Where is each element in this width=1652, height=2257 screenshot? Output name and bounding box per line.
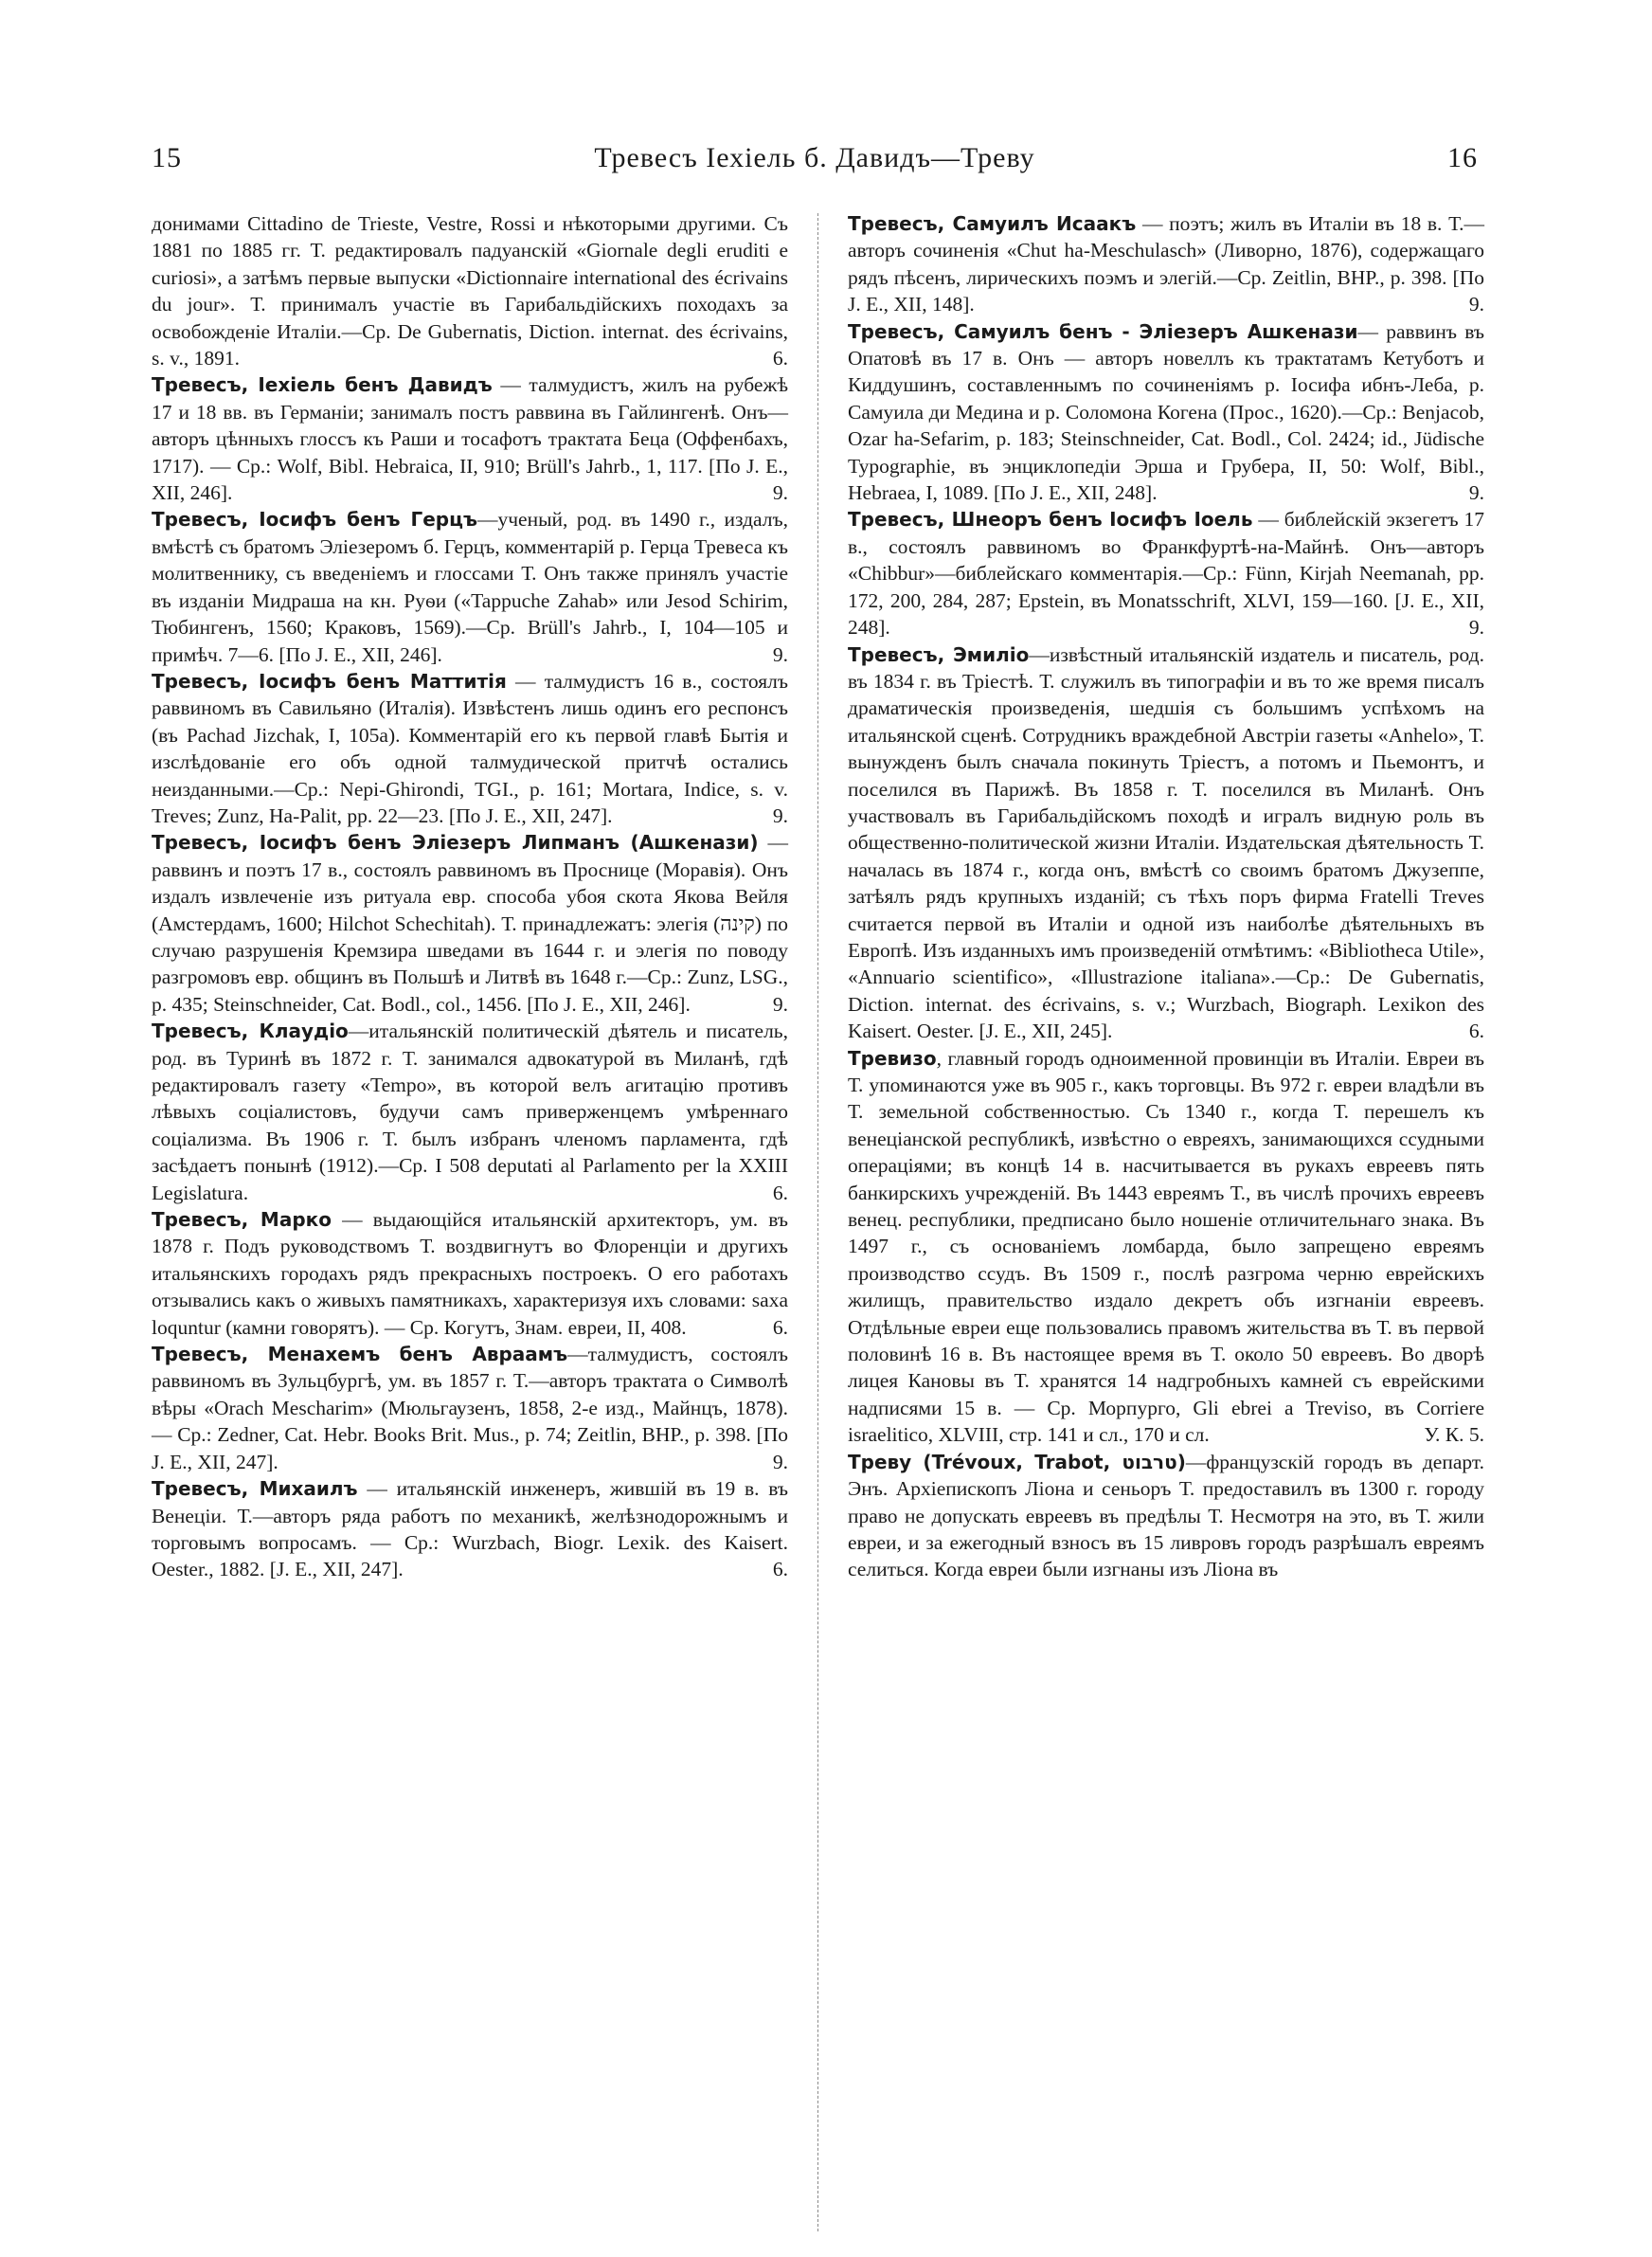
entry-text: — талмудистъ, жилъ на рубежѣ 17 и 18 вв. въ Германiи; занималъ постъ раввина въ Гайлингенѣ. Онъ—авторъ цѣнныхъ глоссъ къ Раши и тосафотъ трактата Беца (Оффенбахъ, 1717). — Ср.: Wolf, Bibl. Hebraica, II, 910; Brüll's Jahrb., 1, 117. [По J. E., XII, 246]. [152, 373, 788, 505]
entry-headword: Тревизо [848, 1046, 937, 1070]
entry [152, 1206, 788, 1341]
entry-text: —извѣстный итальянскiй издатель и писатель, род. въ 1834 г. въ Трiестѣ. Т. служилъ въ типографiи и въ то же время писалъ драматическiя произведенiя, шедшiя съ большимъ успѣхомъ на итальянской сценѣ. Сотрудникъ враждебной Австрiи газеты «Anhelo», Т. вынужденъ былъ сначала покинуть Трiестъ, а потомъ и Пьемонтъ, и поселился въ Парижѣ. Въ 1858 г. Т. поселился въ Миланѣ. Онъ участвовалъ въ Гарибальдiйскомъ походѣ и игралъ видную роль въ общественно-политической жизни Италiи. Издательская дѣятельность Т. началась въ 1874 г., когда онъ, вмѣстѣ со своимъ братомъ Джузеппе, затѣялъ рядъ крупныхъ изданiй; съ тѣхъ поръ фирма Fratelli Treves считается первой въ Италiи и одной изъ наиболѣе дѣятельныхъ въ Европѣ. Изъ изданныхъ имъ произведенiй отмѣтимъ: «Bibliotheca Utile», «Annuario scientifico», «Illustrazione italiana».—Ср.: De Gubernatis, Diction. internat. des écrivains, s. v.; Wurzbach, Biograph. Lexikon des Kaisert. Oester. [J. E., XII, 245]. [848, 642, 1484, 1043]
entry-headword: Тревесъ, Шнеоръ бенъ Iосифъ Iоель [848, 508, 1253, 532]
entry-continuation [152, 210, 788, 371]
entry-text: донимами Cittadino de Trieste, Vestre, Rossi и нѣкоторыми другими. Съ 1881 по 1885 гг. Т. редактировалъ падуанскiй «Giornale degli eruditi e curiosi», а затѣмъ первые выпуски «Dictionnaire international des écrivains du jour». Т. принималъ участiе въ Гарибальдiйскихъ походахъ за освобожденiе Италiи.—Ср. De Gubernatis, Diction. internat. des écrivains, s. v., 1891. [152, 212, 788, 370]
entry [152, 371, 788, 506]
entry-signature: 6. [772, 347, 788, 370]
entry [848, 210, 1484, 318]
entry-text: — талмудистъ 16 в., состоялъ раввиномъ въ Савильяно (Италiя). Извѣстенъ лишь одинъ его респонсъ (въ Pachad Jizchak, I, 105a). Комментарiй его къ первой главѣ Бытiя и изслѣдованiе его объ одной талмудической притчѣ остались неизданными.—Ср.: Nepi-Ghirondi, TGI., p. 161; Mortara, Indice, s. v. Treves; Zunz, Ha-Palit, pp. 22—23. [По J. E., XII, 247]. [152, 669, 788, 827]
entry-headword: Тревесъ, Самуилъ Исаакъ [848, 212, 1137, 235]
running-title: Тревесъ Iехiель б. Давидъ—Треву [594, 142, 1035, 173]
entry-headword: Тревесъ, Клаудiо [152, 1020, 349, 1043]
entry-signature: 6. [1468, 1020, 1484, 1043]
entry-text: — выдающiйся итальянскiй архитекторъ, ум. въ 1878 г. Подъ руководствомъ Т. воздвигнутъ во Флоренцiи и другихъ итальянскихъ городахъ рядъ прекрасныхъ построекъ. О его работахъ отзывались какъ о живыхъ памятникахъ, характеризуя ихъ словами: saxa loquntur (камни говорятъ). — Ср. Когутъ, Знам. евреи, II, 408. [152, 1208, 789, 1339]
entry [152, 668, 788, 829]
entry [152, 506, 788, 667]
entry-signature: 9. [1468, 481, 1484, 505]
entry-text: — поэтъ; жилъ въ Италiи въ 18 в. Т.—авторъ сочиненiя «Chut ha-Meschulasch» (Ливорно, 1876), содержащаго рядъ пѣсенъ, лирическихъ поэмъ и элегiй.—Ср. Zeitlin, BHP., p. 398. [По J. E., XII, 148]. [848, 212, 1484, 316]
entry-text: — раввинъ и поэтъ 17 в., состоялъ раввиномъ въ Проснице (Моравiя). Онъ издалъ извлеченiе изъ ритуала евр. способа убоя скота Якова Вейля (Амстердамъ, 1600; Hilchot Schechitah). Т. принадлежатъ: элегiя (קינה) по случаю разрушенiя Кремзира шведами въ 1644 г. и элегiя по поводу разгромовъ евр. общинъ въ Польшѣ и Литвѣ въ 1648 г.—Ср.: Zunz, LSG., p. 435; Steinschneider, Cat. Bodl., col., 1456. [По J. E., XII, 246]. [152, 831, 788, 1016]
entry-signature: 9. [1468, 616, 1484, 640]
entry-text: —французскiй городъ въ департ. Энъ. Архiепископъ Лiона и сеньоръ Т. предоставилъ въ 1300 г. городу право не допускать евреевъ въ предѣлы Т. Несмотря на это, въ Т. жили евреи, и за ежегодный взносъ въ 15 ливровъ городъ разрѣшалъ евреямъ селиться. Когда евреи были изгнаны изъ Лiона въ [848, 1450, 1484, 1581]
entry-signature: У. К. 5. [1424, 1423, 1484, 1447]
entry-headword: Тревесъ, Менахемъ бенъ Авраамъ [152, 1343, 568, 1366]
entry-signature: 9. [772, 1450, 788, 1473]
entry-signature: 6. [772, 1181, 788, 1204]
entry [152, 1475, 788, 1583]
page-header [152, 142, 1478, 180]
entry-text: — библейскiй экзегетъ 17 в., состоялъ раввиномъ во Франкфуртѣ-на-Майнѣ. Онъ—авторъ «Chibbur»—библейскаго комментарiя.—Ср.: Fünn, Kirjah Neemanah, pp. 172, 200, 284, 287; Epstein, въ Monatsschrift, XLVI, 159—160. [J. E., XII, 248]. [848, 508, 1484, 640]
left-column [152, 210, 788, 1583]
entry-headword: Тревесъ, Самуилъ бенъ - Элiезеръ Ашкенази [848, 319, 1358, 343]
entry-headword: Тревесъ, Марко [152, 1208, 332, 1232]
entry [152, 1018, 788, 1206]
entry-signature: 9. [1468, 293, 1484, 316]
entry-headword: Тревесъ, Iосифъ бенъ Маттитiя [152, 669, 507, 693]
entry-text: , главный городъ одноименной провинцiи въ Италiи. Евреи въ Т. упоминаются уже въ 905 г., какъ торговцы. Въ 972 г. евреи владѣли въ Т. земельной собственностью. Съ 1340 г., когда Т. перешелъ къ венецiанской республикѣ, извѣстно о евреяхъ, занимающихся ссудными операцiями; въ концѣ 14 в. насчитывается въ рукахъ евреевъ пять банкирскихъ учрежденiй. Въ 1443 евреямъ Т., въ числѣ прочихъ евреевъ венец. республики, предписано было ношенiе отличительнаго знака. Въ 1497 г., съ основанiемъ ломбарда, было запрещено евреямъ производство ссудъ. Въ 1509 г., послѣ разгрома черню еврейскихъ жилищъ, правительство издало декретъ объ изгнанiи евреевъ. Отдѣльные евреи еще пользовались правомъ жительства въ Т. въ первой половинѣ 16 в. Въ настоящее время въ Т. около 50 евреевъ. Во дворѣ лицея Кановы въ Т. хранятся 14 надгробныхъ камней съ еврейскими надписями 15 в. — Ср. Морпурго, Gli ebrei a Treviso, въ Corriere israelitico, XLVIII, стр. 141 и сл., 170 и сл. [848, 1046, 1484, 1447]
right-column [848, 210, 1484, 1583]
entry [848, 1449, 1484, 1583]
entry-signature: 9. [772, 481, 788, 505]
entry-headword: Тревесъ, Михаилъ [152, 1477, 358, 1501]
entry-headword: Тревесъ, Эмилiо [848, 642, 1030, 666]
entry-headword: Тревесъ, Iосифъ бенъ Элiезеръ Липманъ (Ашкенази) [152, 831, 759, 855]
entry-signature: 6. [772, 1315, 788, 1339]
entry-text: —ученый, род. въ 1490 г., издалъ, вмѣстѣ съ братомъ Элiезеромъ б. Герцъ, комментарiй р. Герца Тревеса къ молитвеннику, съ введенiемъ и глоссами Т. Онъ также принялъ участiе въ изданiи Мидраша на кн. Руѳи («Tappuche Zahab» или Jesod Schirim, Тюбингенъ, 1560; Краковъ, 1569).—Ср. Brüll's Jahrb., I, 104—105 и примѣч. 7—6. [По J. E., XII, 246]. [152, 508, 788, 666]
column-divider [817, 213, 819, 2231]
entry-text: —итальянскiй политическiй дѣятель и писатель, род. въ Туринѣ въ 1872 г. Т. занимался адвокатурой въ Миланѣ, гдѣ редактировалъ газету «Tempo», въ которой велъ агитацiю противъ лѣвыхъ соцiалистовъ, будучи самъ приверженцемъ умѣреннаго соцiализма. Въ 1906 г. Т. былъ избранъ членомъ парламента, гдѣ засѣдаетъ понынѣ (1912).—Ср. I 508 deputati al Parlamento per la XXIII Legislatura. [152, 1020, 788, 1204]
entry [152, 1341, 788, 1475]
entry [848, 506, 1484, 641]
entry [848, 641, 1484, 1045]
page-number-left: 15 [152, 142, 182, 173]
entry [152, 829, 788, 1018]
entry-signature: 9. [772, 803, 788, 827]
entry-text: — итальянскiй инженеръ, жившiй въ 19 в. въ Венецiи. Т.—авторъ ряда работъ по механикѣ, желѣзнодорожнымъ и торговымъ вопросамъ. — Ср.: Wurzbach, Biogr. Lexik. des Kaisert. Oester., 1882. [J. E., XII, 247]. [152, 1477, 789, 1581]
entry-headword: Треву (Trévoux, Trabot, טרבוט) [848, 1450, 1186, 1473]
entry [848, 1045, 1484, 1449]
entry-headword: Тревесъ, Iехiель бенъ Давидъ [152, 373, 493, 397]
entry-text: —талмудистъ, состоялъ раввиномъ въ Зульцбургѣ, ум. въ 1857 г. Т.—авторъ трактата о Символѣ вѣры «Orach Mescharim» (Мюльгаузенъ, 1858, 2-е изд., Майнцъ, 1878). — Ср.: Zedner, Cat. Hebr. Books Brit. Mus., p. 74; Zeitlin, BHP., p. 398. [По J. E., XII, 247]. [152, 1343, 788, 1473]
entry-headword: Тревесъ, Iосифъ бенъ Герцъ [152, 508, 477, 532]
page-number-right: 16 [1447, 142, 1478, 173]
entry-signature: 9. [772, 992, 788, 1016]
entry-signature: 9. [772, 642, 788, 666]
entry-signature: 6. [772, 1558, 788, 1581]
entry-text: — раввинъ въ Опатовѣ въ 17 в. Онъ — авторъ новеллъ къ трактатамъ Кетуботъ и Киддушинъ, составленнымъ по сочиненiямъ р. Iосифа ибнъ-Леба, р. Самуила ди Медина и р. Соломона Когена (Прос., 1620).—Ср.: Benjacob, Ozar ha-Sefarim, p. 183; Steinschneider, Cat. Bodl., Col. 2424; id., Jüdische Typographie, въ энциклопедiи Эрша и Грубера, II, 50: Wolf, Bibl., Hebraea, I, 1089. [По J. E., XII, 248]. [848, 319, 1484, 505]
entry [848, 318, 1484, 507]
